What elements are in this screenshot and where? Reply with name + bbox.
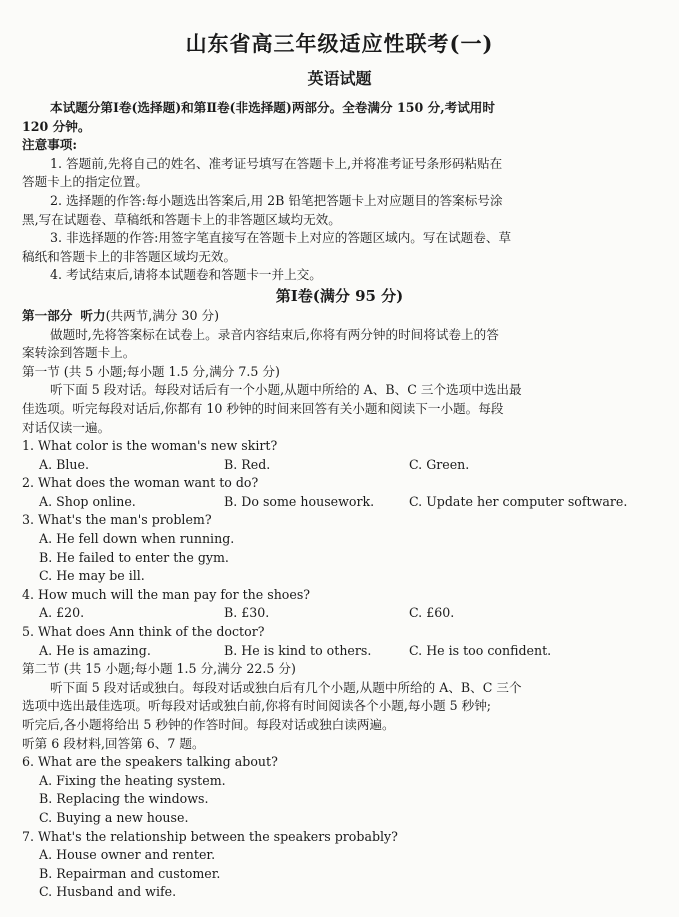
volume-heading: 第Ⅰ卷(满分 95 分) (275, 286, 404, 305)
question-stem: 6. What are the speakers talking about? (22, 754, 278, 770)
option-b: B. Replacing the windows. (39, 791, 209, 807)
option-b: B. He is kind to others. (224, 642, 372, 658)
question-stem: 4. How much will the man pay for the shoes? (22, 586, 311, 602)
part-desc: 案转涂到答题卡上。 (22, 345, 136, 361)
question-stem: 2. What does the woman want to do? (22, 475, 259, 491)
option-b: B. He failed to enter the gym. (39, 549, 229, 565)
note-line: 黑,写在试题卷、草稿纸和答题卡上的非答题区域均无效。 (22, 211, 341, 227)
part-info: (共两节,满分 30 分) (105, 307, 220, 323)
note-line: 1. 答题前,先将自己的姓名、准考证号填写在答题卡上,并将准考证号条形码粘贴在 (50, 155, 503, 171)
option-b: B. Repairman and customer. (39, 865, 221, 881)
material-instruction: 听第 6 段材料,回答第 6、7 题。 (22, 735, 205, 751)
section-desc: 听下面 5 段对话或独白。每段对话或独白后有几个小题,从题中所给的 A、B、C 三个 (50, 679, 522, 695)
option-a: A. Blue. (39, 456, 89, 472)
note-line: 稿纸和答题卡上的非答题区域均无效。 (22, 248, 237, 264)
option-row (22, 642, 657, 661)
exam-intro (22, 99, 657, 136)
option-c: C. Update her computer software. (409, 493, 628, 509)
option-a: A. He fell down when running. (39, 531, 235, 547)
option-a: A. House owner and renter. (39, 847, 216, 863)
page-title: 山东省高三年级适应性联考(一) (185, 31, 494, 56)
question-4 (22, 586, 657, 623)
question-stem: 5. What does Ann think of the doctor? (22, 624, 265, 640)
section-desc: 听完后,各小题将给出 5 秒钟的作答时间。每段对话或独白读两遍。 (22, 717, 395, 732)
option-c: C. He is too confident. (409, 642, 552, 658)
note-line: 3. 非选择题的作答:用签字笔直接写在答题卡上对应的答题区域内。写在试题卷、草 (50, 230, 512, 246)
option-c: C. Buying a new house. (39, 809, 189, 825)
option-c: C. Husband and wife. (39, 884, 177, 900)
part-heading (22, 307, 657, 326)
part-label: 第一部分 (22, 307, 73, 323)
section-heading: 第一节 (共 5 小题;每小题 1.5 分,满分 7.5 分) (22, 363, 280, 379)
question-6 (22, 753, 657, 827)
question-1 (22, 437, 657, 474)
section-desc: 选项中选出最佳选项。听每段对话或独白前,你将有时间阅读各个小题,每小题 5 秒钟; (22, 698, 492, 714)
option-c: C. £60. (409, 605, 455, 621)
option-c: C. Green. (409, 456, 470, 472)
option-a: A. Fixing the heating system. (39, 772, 226, 788)
option-b: B. £30. (224, 605, 270, 621)
option-row (22, 604, 657, 623)
option-row (22, 493, 657, 512)
option-a: A. Shop online. (39, 493, 136, 509)
question-stem: 1. What color is the woman's new skirt? (22, 438, 278, 454)
question-2 (22, 474, 657, 511)
part-name: 听力 (80, 307, 106, 323)
page-subtitle: 英语试题 (307, 69, 372, 88)
option-row (22, 456, 657, 475)
notes-block (22, 136, 657, 285)
section-desc: 听下面 5 段对话。每段对话后有一个小题,从题中所给的 A、B、C 三个选项中选出最 (50, 382, 522, 398)
section-desc: 佳选项。听完每段对话后,你都有 10 秒钟的时间来回答有关小题和阅读下一小题。每段 (22, 400, 504, 416)
intro-line: 本试题分第Ⅰ卷(选择题)和第Ⅱ卷(非选择题)两部分。全卷满分 150 分,考试用时 (50, 100, 495, 115)
note-line: 答题卡上的指定位置。 (22, 174, 148, 190)
question-stem: 3. What's the man's problem? (22, 512, 212, 528)
notes-heading: 注意事项: (22, 137, 78, 153)
question-stem: 7. What's the relationship between the speakers probably? (22, 828, 398, 844)
question-5 (22, 623, 657, 660)
part-desc: 做题时,先将答案标在试卷上。录音内容结束后,你将有两分钟的时间将试卷上的答 (50, 326, 499, 342)
question-3 (22, 511, 657, 585)
question-7 (22, 828, 657, 902)
section-desc: 对话仅读一遍。 (22, 419, 111, 435)
option-b: B. Red. (224, 456, 271, 472)
section-heading: 第二节 (共 15 小题;每小题 1.5 分,满分 22.5 分) (22, 661, 296, 677)
option-c: C. He may be ill. (39, 568, 145, 584)
option-a: A. He is amazing. (39, 642, 151, 658)
intro-line: 120 分钟。 (22, 118, 91, 134)
note-line: 2. 选择题的作答:每小题选出答案后,用 2B 铅笔把答题卡上对应题目的答案标号涂 (50, 192, 503, 208)
option-b: B. Do some housework. (224, 493, 375, 509)
note-line: 4. 考试结束后,请将本试题卷和答题卡一并上交。 (50, 267, 322, 283)
option-a: A. £20. (39, 605, 85, 621)
